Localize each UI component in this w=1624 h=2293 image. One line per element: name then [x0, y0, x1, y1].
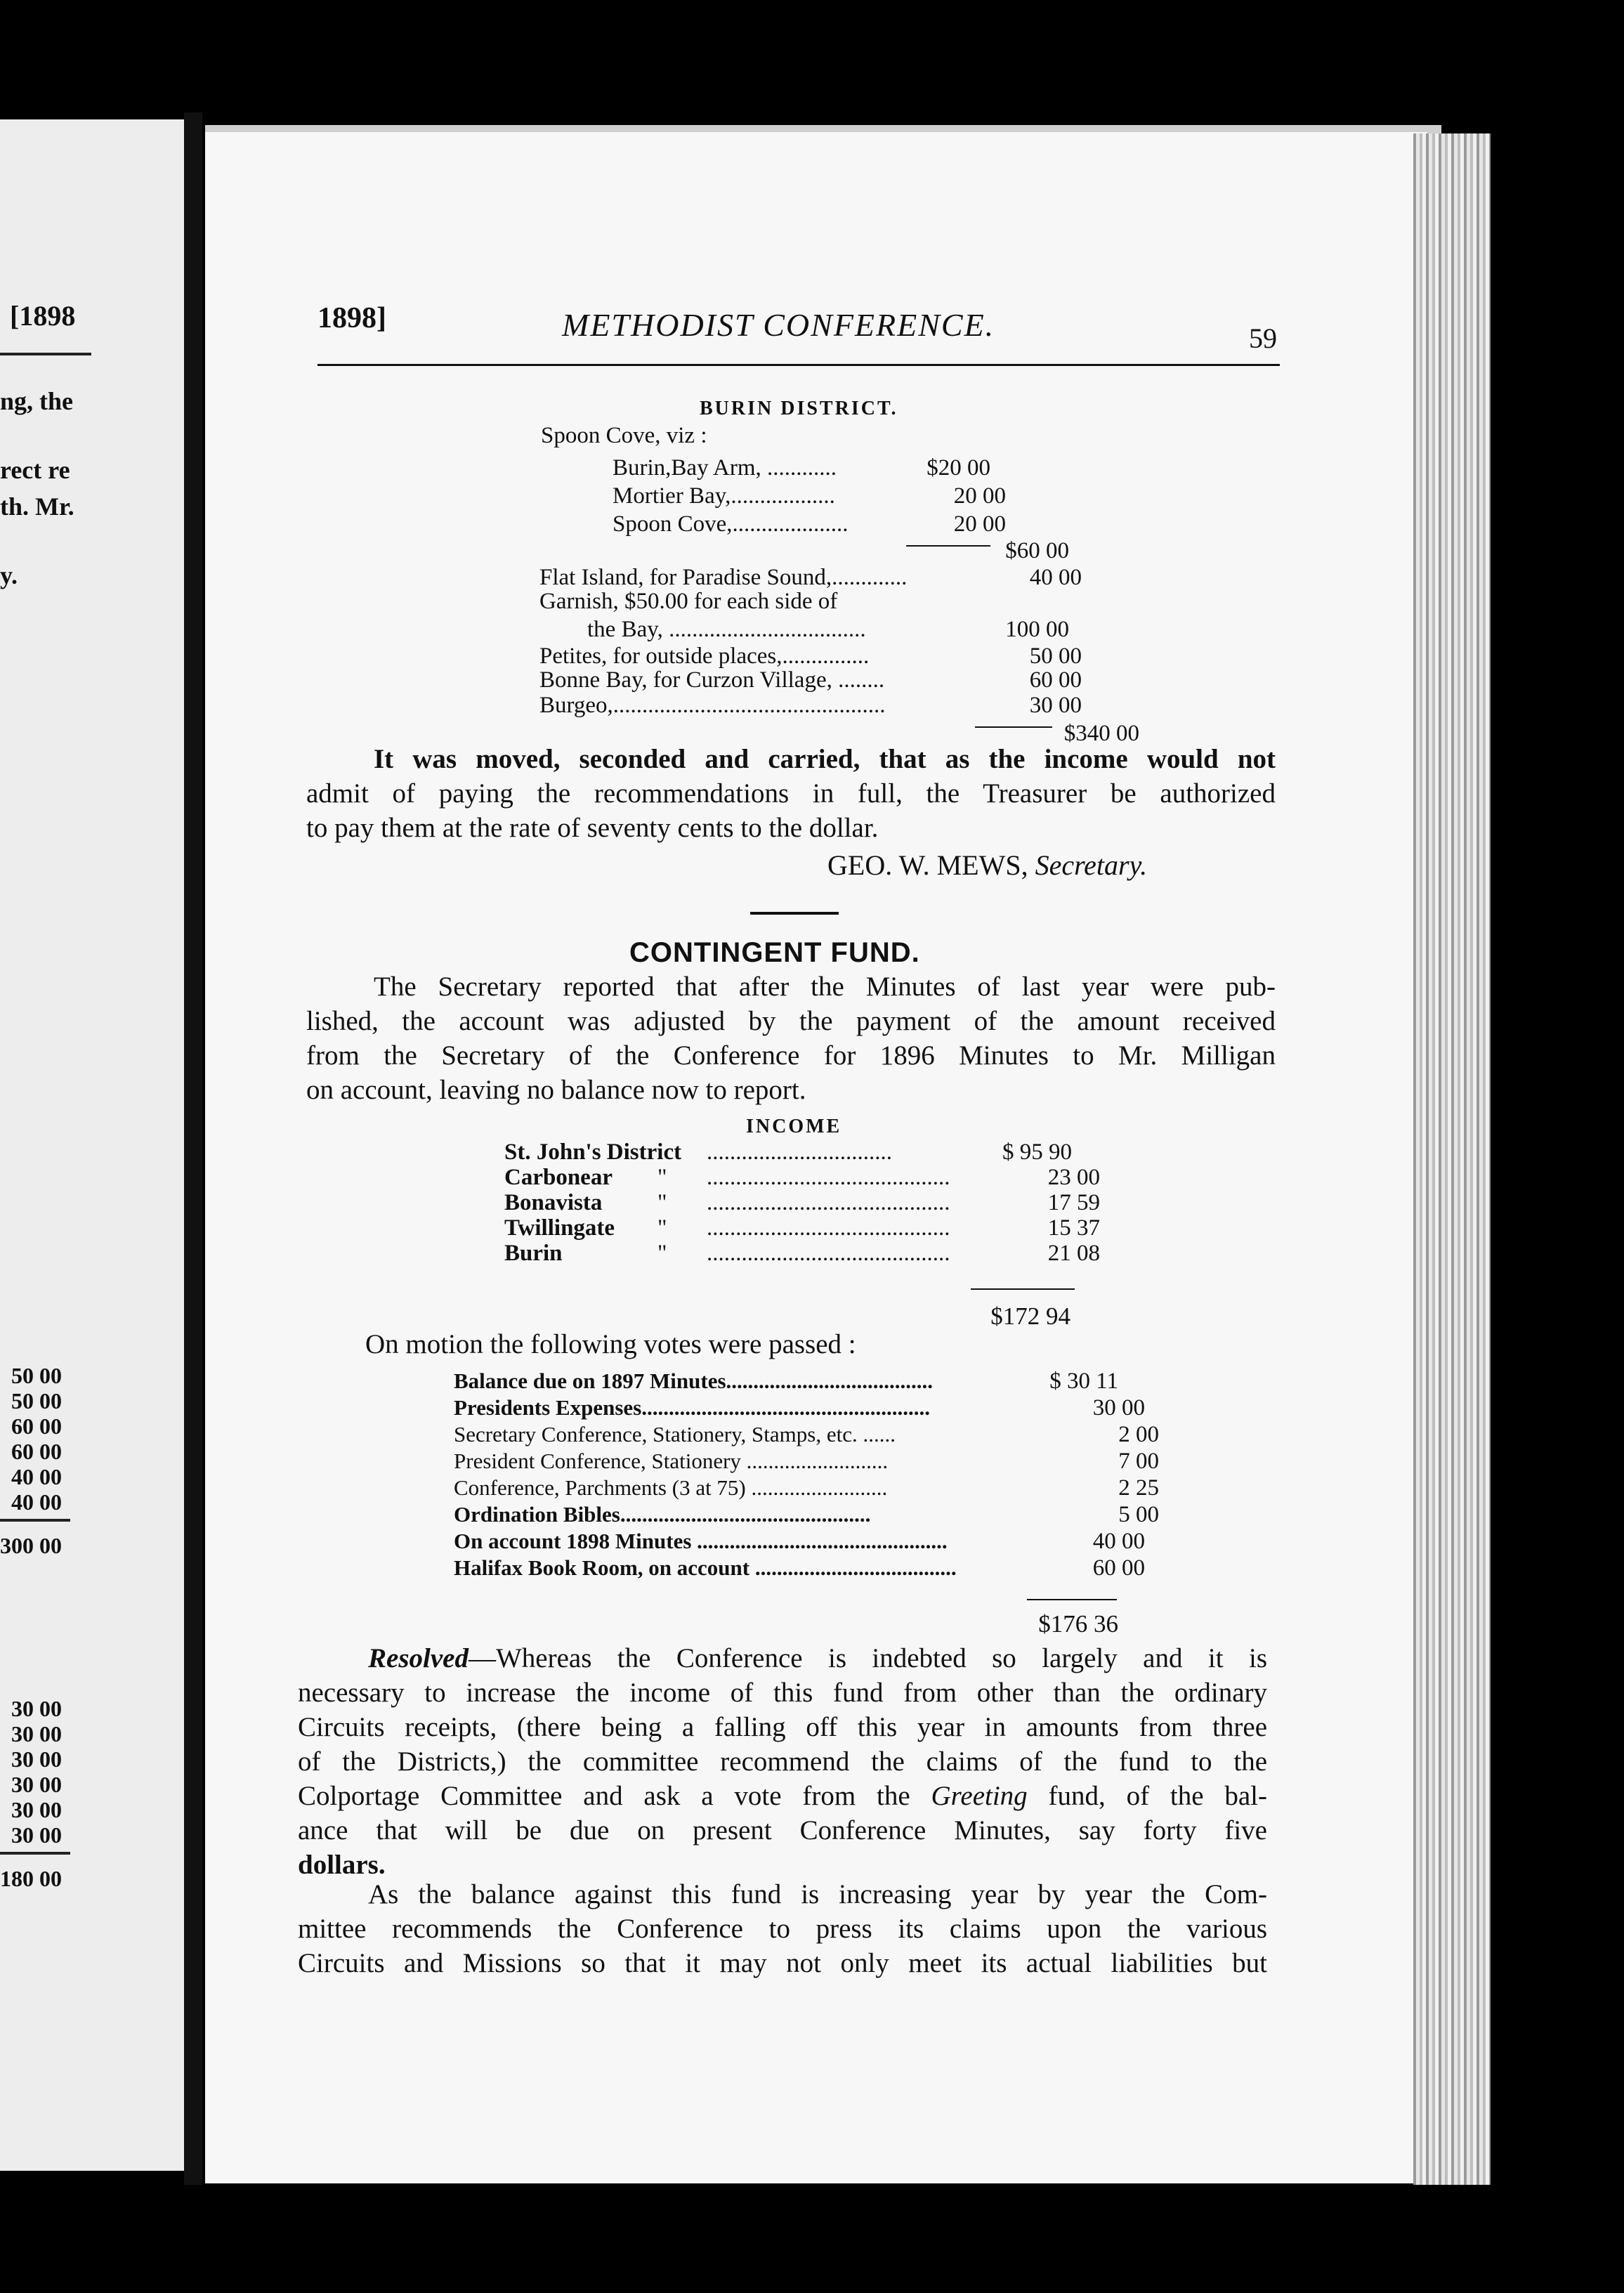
- vote-amount: 60 00: [1092, 1555, 1145, 1581]
- left-total-rule: [0, 1852, 70, 1855]
- vote-amount: $ 30 11: [1049, 1368, 1118, 1394]
- page-number: 59: [1249, 322, 1277, 354]
- vote-label: President Conference, Stationery ..........................: [454, 1449, 889, 1473]
- income-label: St. John's District: [504, 1139, 682, 1165]
- motion-signature-title: Secretary.: [1035, 849, 1148, 881]
- vote-amount: 2 25: [1118, 1475, 1159, 1501]
- page-stack-edge: [1413, 133, 1491, 2185]
- vote-amount: 30 00: [1092, 1395, 1145, 1420]
- burin-item-amount: $20 00: [926, 455, 990, 481]
- resolved-line: of the Districts,) the committee recommend the claims of the fund to the: [298, 1746, 1267, 1777]
- left-total-rule: [0, 1519, 70, 1522]
- income-amount: 17 59: [1047, 1190, 1100, 1215]
- page-title: METHODIST CONFERENCE.: [562, 307, 995, 343]
- contingent-line: lished, the account was adjusted by the payment of the amount received: [306, 1006, 1276, 1036]
- contingent-line: from the Secretary of the Conference for 1896 Minutes to Mr. Milligan: [306, 1040, 1276, 1071]
- left-amount: 50 00: [11, 1388, 62, 1413]
- income-amount: 21 08: [1047, 1241, 1100, 1266]
- burin-item-amount: 20 00: [953, 511, 1006, 537]
- motion-line: to pay them at the rate of seventy cents to the dollar.: [306, 813, 879, 843]
- income-dots: ..........................................: [707, 1241, 950, 1266]
- motion-line: admit of paying the recommendations in full, the Treasurer be authorized: [306, 778, 1276, 809]
- left-page-fragment: [0, 119, 184, 2171]
- income-dots: ..........................................: [707, 1190, 950, 1215]
- contingent-line: The Secretary reported that after the Minutes of last year were pub-: [374, 972, 1276, 1002]
- burin-bonne-bay: Bonne Bay, for Curzon Village, ........: [539, 667, 885, 693]
- left-amount: 30 00: [11, 1721, 62, 1746]
- vote-label: Presidents Expenses.....................................................: [454, 1395, 931, 1420]
- contingent-line: on account, leaving no balance now to report.: [306, 1075, 806, 1105]
- header-year: 1898]: [317, 302, 386, 334]
- votes-total: $176 36: [1038, 1610, 1118, 1638]
- income-label: Burin: [504, 1241, 563, 1266]
- income-dots: ..........................................: [707, 1215, 950, 1241]
- header-rule: [317, 364, 1280, 366]
- motion-signature-block: [827, 851, 1147, 880]
- left-amount: 60 00: [11, 1439, 62, 1464]
- burin-subtotal-rule: [906, 545, 990, 547]
- burin-garnish-1: Garnish, $50.00 for each side of: [539, 589, 838, 614]
- burin-garnish-2: the Bay, ..................................: [587, 617, 866, 642]
- burin-petites: Petites, for outside places,...............: [539, 644, 870, 669]
- resolved-line: necessary to increase the income of this fund from other than the ordinary: [298, 1678, 1267, 1708]
- resolved-greeting: Greeting: [931, 1781, 1028, 1811]
- income-total-rule: [971, 1288, 1075, 1290]
- left-fragment-3: th. Mr.: [0, 492, 74, 521]
- vote-label: Conference, Parchments (3 at 75) .........................: [454, 1475, 888, 1500]
- resolved-line: ance that will be due on present Conference Minutes, say forty five: [298, 1815, 1267, 1845]
- burin-subtotal: $60 00: [1005, 538, 1069, 563]
- burin-burgeo-amount: 30 00: [1029, 693, 1082, 718]
- burin-petites-amount: 50 00: [1029, 644, 1082, 669]
- book-gutter: [184, 112, 202, 2185]
- resolved-paragraph: [298, 1641, 1267, 1882]
- vote-amount: 5 00: [1118, 1502, 1159, 1527]
- left-page-header: [1898: [10, 300, 76, 332]
- resolved-word: Resolved: [368, 1643, 469, 1673]
- left-total: 180 00: [0, 1866, 62, 1891]
- left-amount: 40 00: [11, 1464, 62, 1489]
- burin-flat-island-amount: 40 00: [1029, 565, 1082, 590]
- balance-line: Circuits and Missions so that it may not only meet its actual liabilities but: [298, 1948, 1267, 1978]
- burin-total: $340 00: [1063, 721, 1139, 746]
- vote-amount: 2 00: [1118, 1422, 1159, 1447]
- left-fragment-2: rect re: [0, 456, 70, 484]
- burin-item-amount: 20 00: [953, 483, 1006, 509]
- vote-label: Halifax Book Room, on account .....................................: [454, 1555, 957, 1580]
- left-fragment-4: y.: [0, 561, 18, 589]
- income-amount: 15 37: [1047, 1215, 1100, 1241]
- burin-total-rule: [975, 726, 1052, 728]
- left-fragment-1: ng, the: [0, 387, 74, 415]
- left-amount: 60 00: [11, 1413, 62, 1439]
- income-total: $172 94: [990, 1302, 1070, 1330]
- vote-label: On account 1898 Minutes ..............................................: [454, 1529, 948, 1553]
- balance-line: As the balance against this fund is increasing year by year the Com-: [368, 1879, 1267, 1909]
- section-separator: [750, 912, 839, 915]
- burin-heading: BURIN DISTRICT.: [700, 398, 898, 419]
- resolved-line: dollars.: [298, 1850, 386, 1880]
- vote-label: Secretary Conference, Stationery, Stamps, etc. ......: [454, 1422, 896, 1446]
- burin-bonne-bay-amount: 60 00: [1029, 667, 1082, 693]
- balance-line: mittee recommends the Conference to press its claims upon the various: [298, 1914, 1267, 1944]
- income-label: Bonavista: [504, 1190, 603, 1215]
- left-header-rule: [0, 353, 91, 355]
- income-amount: 23 00: [1047, 1165, 1100, 1190]
- vote-amount: 7 00: [1118, 1449, 1159, 1474]
- burin-burgeo: Burgeo,...............................................: [539, 693, 886, 718]
- income-label: Twillingate: [504, 1215, 615, 1241]
- contingent-heading: CONTINGENT FUND.: [629, 937, 920, 968]
- burin-garnish-amount: 100 00: [1005, 617, 1069, 642]
- left-amount: 30 00: [11, 1746, 62, 1772]
- income-amount: $ 95 90: [1002, 1139, 1072, 1165]
- burin-item-label: Burin,Bay Arm, ............: [613, 455, 837, 481]
- left-amount: 30 00: [11, 1797, 62, 1822]
- resolved-line: Colportage Committee and ask a vote from the: [298, 1781, 910, 1811]
- income-ditto: ": [657, 1190, 667, 1215]
- left-amount: 50 00: [11, 1363, 62, 1388]
- vote-label: Ordination Bibles..............................................: [454, 1502, 871, 1527]
- resolved-line: —Whereas the Conference is indebted so largely and it is: [468, 1643, 1267, 1673]
- resolved-greeting-after: fund, of the bal-: [1027, 1781, 1268, 1811]
- left-amount: 30 00: [11, 1696, 62, 1721]
- vote-amount: 40 00: [1092, 1529, 1145, 1554]
- votes-total-rule: [1027, 1599, 1117, 1600]
- resolved-line: Circuits receipts, (there being a falling off this year in amounts from three: [298, 1712, 1267, 1742]
- contingent-paragraph: [306, 969, 1276, 1107]
- motion-line: It was moved, seconded and carried, that as the income would not: [374, 744, 1276, 774]
- burin-item-label: Spoon Cove,....................: [613, 511, 849, 537]
- burin-item-label: Mortier Bay,..................: [613, 483, 835, 509]
- balance-paragraph: [298, 1877, 1267, 1980]
- burin-spoon-cove: Spoon Cove, viz :: [541, 423, 707, 448]
- income-ditto: ": [657, 1165, 667, 1190]
- left-amount: 30 00: [11, 1772, 62, 1797]
- income-heading: INCOME: [746, 1116, 842, 1137]
- left-amount: 40 00: [11, 1489, 62, 1515]
- motion-signature: GEO. W. MEWS,: [827, 849, 1028, 881]
- income-dots: ................................: [707, 1139, 892, 1165]
- income-ditto: ": [657, 1241, 667, 1266]
- burin-flat-island: Flat Island, for Paradise Sound,.............: [539, 565, 908, 590]
- left-total: 300 00: [0, 1533, 62, 1558]
- income-ditto: ": [657, 1215, 667, 1241]
- left-amount: 30 00: [11, 1822, 62, 1848]
- income-dots: ..........................................: [707, 1165, 950, 1190]
- income-label: Carbonear: [504, 1165, 613, 1190]
- votes-intro: On motion the following votes were passed :: [365, 1329, 856, 1359]
- vote-label: Balance due on 1897 Minutes......................................: [454, 1368, 934, 1393]
- motion-paragraph: [306, 742, 1276, 845]
